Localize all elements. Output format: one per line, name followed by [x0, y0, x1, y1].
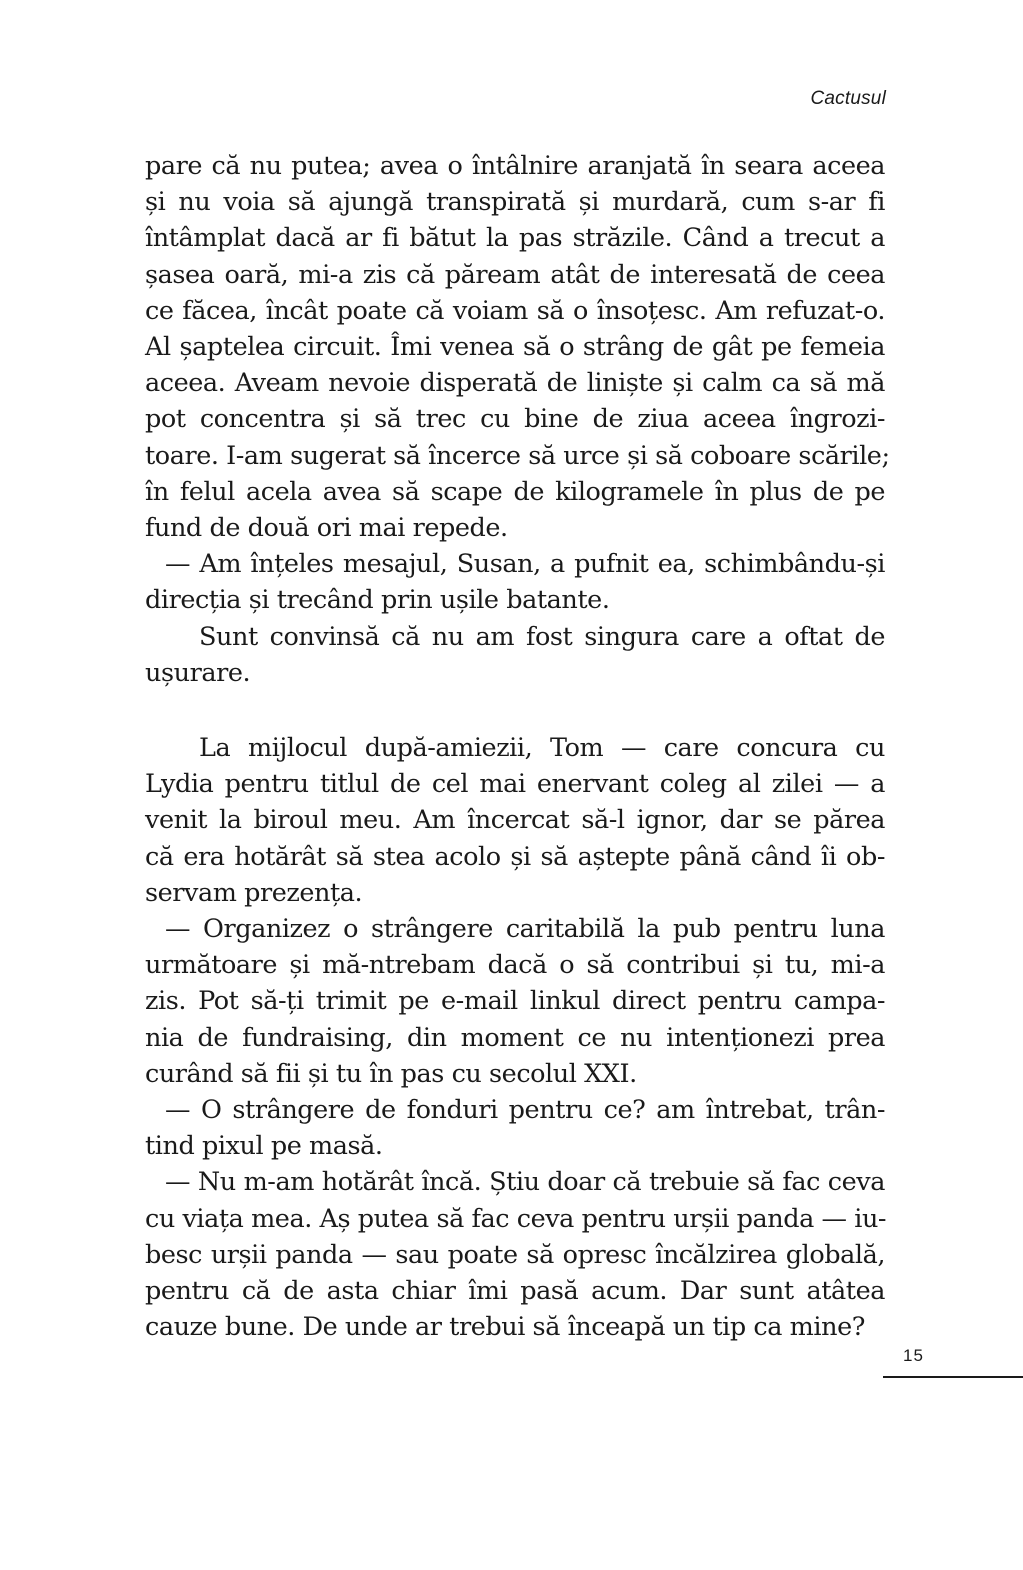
text-line: zis. Pot să-ți trimit pe e-mail linkul direct pentru campa-	[145, 986, 885, 1017]
section-break	[145, 691, 885, 730]
text-line: — O strângere de fonduri pentru ce? am întrebat, trân-	[165, 1095, 885, 1126]
dialogue-paragraph	[145, 1164, 885, 1345]
running-title: Cactusul	[810, 88, 886, 109]
text-line: fund de două ori mai repede.	[145, 513, 508, 544]
text-line: curând să fii și tu în pas cu secolul XXI.	[145, 1058, 637, 1089]
page-number: 15	[903, 1346, 924, 1365]
text-line: pot concentra și să trec cu bine de ziua aceea îngrozi-	[145, 404, 885, 435]
text-line: direcția și trecând prin ușile batante.	[145, 585, 610, 616]
text-line: pentru că de asta chiar îmi pasă acum. Dar sunt atâtea	[145, 1276, 885, 1307]
text-line: — Organizez o strângere caritabilă la pub pentru luna	[165, 914, 885, 945]
text-line: tind pixul pe masă.	[145, 1131, 383, 1162]
text-line: în felul acela avea să scape de kilogramele în plus de pe	[145, 476, 885, 507]
text-line: nia de fundraising, din moment ce nu intenționezi prea	[145, 1022, 885, 1053]
text-line: servam prezența.	[145, 877, 363, 908]
text-line: că era hotărât să stea acolo și să aștepte până când îi ob-	[145, 841, 885, 872]
text-line: șasea oară, mi-a zis că păream atât de interesată de ceea	[145, 259, 885, 290]
dialogue-paragraph	[145, 911, 885, 1092]
text-line: ușurare.	[145, 657, 251, 688]
text-line: venit la biroul meu. Am încercat să-l ignor, dar se părea	[145, 805, 885, 836]
text-line: Lydia pentru titlul de cel mai enervant coleg al zilei — a	[145, 769, 885, 800]
text-line: Al șaptelea circuit. Îmi venea să o strâng de gât pe femeia	[145, 332, 885, 363]
book-page-text	[145, 148, 890, 1346]
text-line: și nu voia să ajungă transpirată și murdară, cum s-ar fi	[145, 187, 885, 218]
text-line: La mijlocul după-amiezii, Tom — care concura cu	[199, 733, 885, 764]
text-line: — Am înțeles mesajul, Susan, a pufnit ea, schimbându-și	[165, 549, 885, 580]
text-line: cu viața mea. Aș putea să fac ceva pentru urșii panda — iu-	[145, 1203, 887, 1234]
paragraph	[145, 619, 885, 691]
dialogue-paragraph	[145, 1092, 885, 1164]
text-line: pare că nu putea; avea o întâlnire aranjată în seara aceea	[145, 151, 885, 181]
text-line: besc urșii panda — sau poate să opresc încălzirea globală,	[145, 1239, 885, 1270]
text-line: următoare și mă-ntrebam dacă o să contribui și tu, mi-a	[145, 950, 885, 981]
text-line: toare. I-am sugerat să încerce să urce și să coboare scările;	[145, 440, 890, 471]
paragraph	[145, 730, 885, 911]
paragraph	[145, 148, 890, 546]
text-line: ce făcea, încât poate că voiam să o însoțesc. Am refuzat-o.	[145, 295, 885, 326]
text-line: cauze bune. De unde ar trebui să înceapă un tip ca mine?	[145, 1312, 865, 1343]
text-line: — Nu m-am hotărât încă. Știu doar că trebuie să fac ceva	[165, 1167, 885, 1198]
text-line: Sunt convinsă că nu am fost singura care a oftat de	[199, 621, 885, 652]
text-line: aceea. Aveam nevoie disperată de liniște și calm ca să mă	[145, 368, 885, 399]
dialogue-paragraph	[145, 546, 885, 618]
text-line: întâmplat dacă ar fi bătut la pas străzile. Când a trecut a	[145, 223, 885, 254]
page-number-rule	[883, 1376, 1023, 1378]
